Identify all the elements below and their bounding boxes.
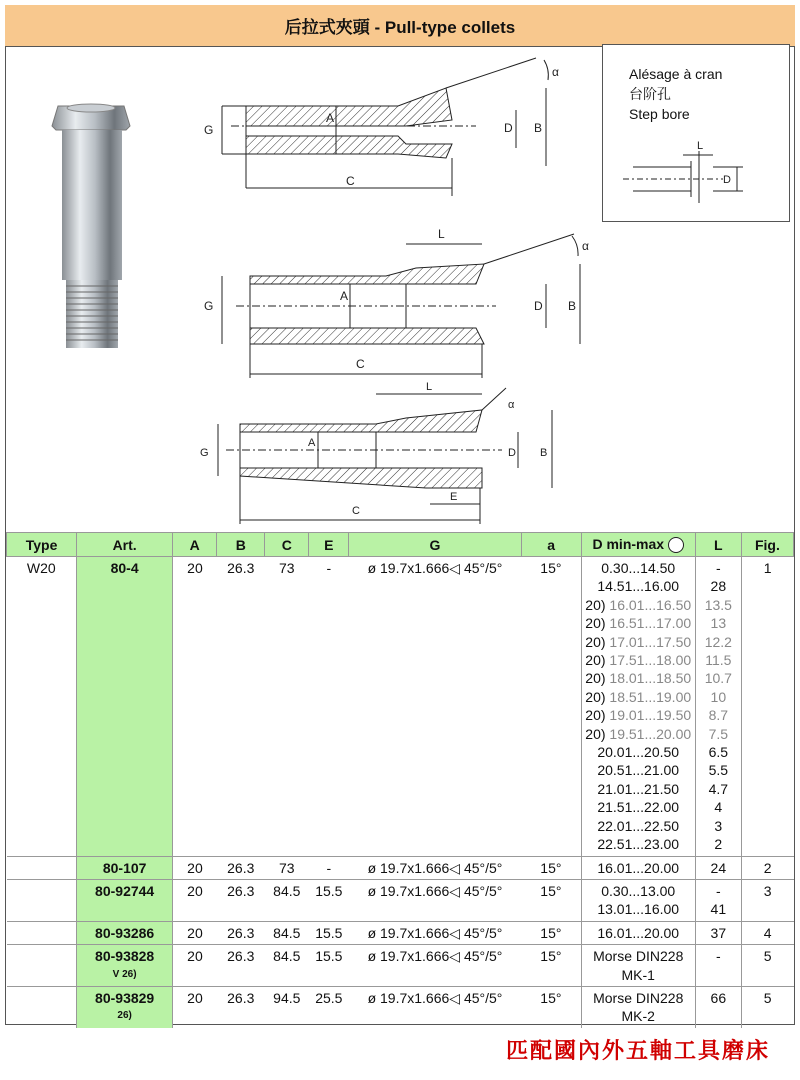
col-D-label: D min-max [592, 535, 665, 552]
footnote-ref: 20) [585, 707, 610, 724]
table-row [7, 945, 794, 987]
l-value: 11.5 [705, 652, 732, 669]
cell-a: 15° [521, 921, 581, 944]
fig2-label-L: L [438, 227, 445, 241]
type-cell-empty [7, 856, 77, 879]
cell-a: 15° [521, 986, 581, 1027]
fig1-label-C: C [346, 174, 355, 188]
cell-a: 15° [521, 945, 581, 987]
d-range-value: Morse DIN228 [593, 948, 684, 965]
col-D [581, 533, 695, 557]
cell-C: 84.5 [265, 921, 309, 944]
cell-fig: 5 [741, 986, 793, 1027]
d-range-value: 16.01...20.00 [597, 859, 680, 876]
art-cell: 80-4 [77, 557, 173, 857]
d-range-value: 20.51...21.00 [597, 762, 680, 779]
d-range-value: MK-2 [621, 1008, 655, 1025]
table-row [7, 921, 794, 944]
d-range-value: 20) 18.01...18.50 [585, 670, 692, 687]
cell-E: 15.5 [309, 945, 349, 987]
step-bore-label-fr: Alésage à cran [629, 66, 723, 82]
cell-B: 26.3 [217, 986, 265, 1027]
l-value: 12.2 [704, 633, 732, 650]
table-row [7, 856, 794, 879]
cell-B: 26.3 [227, 560, 255, 576]
cell-D-ranges [581, 921, 695, 944]
cell-D-ranges [581, 945, 695, 987]
cell-C: 73 [279, 560, 295, 576]
l-value: 24 [710, 859, 727, 876]
cell-E: - [326, 560, 332, 576]
d-range-value: MK-1 [621, 966, 655, 983]
cell-E: 15.5 [309, 879, 349, 921]
l-value: 2 [714, 836, 723, 853]
footnote-ref: 20) [585, 596, 610, 613]
d-range-value: 21.01...21.50 [597, 780, 680, 797]
art-number: 80-93829 [95, 989, 155, 1006]
d-range-value: 16.01...20.00 [597, 924, 680, 941]
d-range-value: Morse DIN228 [593, 989, 684, 1006]
cell-D-ranges [581, 557, 695, 857]
cell-G: ø 19.7x1.666◁ 45°/5° [349, 879, 521, 921]
cell-B: 26.3 [217, 921, 265, 944]
cell-a: 15° [521, 856, 581, 879]
l-value: - [715, 948, 721, 965]
footnote-ref: 20) [585, 652, 610, 669]
fig1-label-D: D [504, 121, 513, 135]
fig3-label-alpha: α [508, 399, 515, 411]
cell-L-values [695, 945, 741, 987]
spec-table [6, 532, 794, 1028]
cell-A: 20 [173, 945, 217, 987]
l-value: 4 [714, 799, 723, 816]
col-A: A [173, 533, 217, 557]
l-value: 5.5 [708, 762, 729, 779]
fig2-label-B: B [568, 299, 577, 313]
cell-D-ranges [581, 986, 695, 1027]
cell-G: ø 19.7x1.666◁ 45°/5° [367, 560, 503, 576]
l-value: 13.5 [704, 596, 732, 613]
fig3-label-C: C [352, 505, 360, 517]
table-row [7, 557, 794, 857]
step-bore-label-en: Step bore [629, 106, 690, 122]
type-cell-empty [7, 921, 77, 944]
footnote-ref: 20) [585, 670, 610, 687]
l-value: 13 [710, 615, 727, 632]
fig1-label-G: G [204, 123, 214, 137]
d-range-value: 20) 17.01...17.50 [585, 633, 692, 650]
step-bore-diagram [603, 131, 791, 221]
page-title: 后拉式夾頭 - Pull-type collets [5, 5, 795, 47]
cell-G: ø 19.7x1.666◁ 45°/5° [349, 986, 521, 1027]
d-range-value: 20) 16.51...17.00 [585, 615, 692, 632]
art-footnote: V 26) [112, 968, 137, 980]
fig1-label-alpha: α [552, 65, 559, 79]
art-cell [77, 986, 173, 1027]
l-value: 6.5 [708, 744, 729, 761]
l-value [698, 966, 739, 984]
table-row [7, 986, 794, 1027]
step-bore-L: L [697, 140, 704, 152]
l-value: 28 [710, 578, 727, 595]
fig2-label-C: C [356, 357, 365, 371]
l-value: 66 [710, 989, 727, 1006]
step-bore-D: D [723, 174, 731, 186]
col-art: Art. [77, 533, 173, 557]
footnote-ref: 20) [585, 725, 610, 742]
l-value: 10.7 [704, 670, 732, 687]
col-B: B [217, 533, 265, 557]
fig3-label-E: E [450, 491, 458, 503]
l-value: 41 [710, 901, 727, 918]
l-value: - [715, 882, 721, 899]
fig3-label-L: L [426, 381, 433, 393]
cell-L-values [695, 879, 741, 921]
d-range-value: 20) 17.51...18.00 [585, 652, 692, 669]
footnote-ref: 20) [585, 615, 610, 632]
step-bore-label-cn: 台阶孔 [629, 86, 671, 102]
cell-A: 20 [173, 879, 217, 921]
fig3-label-D: D [508, 447, 516, 459]
cell-fig: 3 [741, 879, 793, 921]
cell-fig: 5 [741, 945, 793, 987]
art-cell: 80-93286 [77, 921, 173, 944]
art-footnote: 26) [117, 1010, 132, 1022]
cell-L-values [695, 921, 741, 944]
l-value: 3 [714, 817, 723, 834]
cell-C: 84.5 [265, 945, 309, 987]
cell-B: 26.3 [217, 879, 265, 921]
collet-photo [52, 104, 130, 348]
col-fig: Fig. [741, 533, 793, 557]
step-bore-box [602, 44, 790, 222]
art-number: 80-93828 [95, 948, 155, 965]
d-range-value: 13.01...16.00 [597, 901, 680, 918]
fig3-label-G: G [200, 447, 209, 459]
cell-E: - [309, 856, 349, 879]
cell-G: ø 19.7x1.666◁ 45°/5° [349, 945, 521, 987]
cell-D-ranges [581, 856, 695, 879]
col-G: G [349, 533, 521, 557]
type-cell-empty [7, 879, 77, 921]
cell-A: 20 [173, 986, 217, 1027]
cell-B: 26.3 [217, 856, 265, 879]
cell-G: ø 19.7x1.666◁ 45°/5° [349, 921, 521, 944]
d-range-value: 22.01...22.50 [597, 817, 680, 834]
cell-G: ø 19.7x1.666◁ 45°/5° [349, 856, 521, 879]
fig2-label-D: D [534, 299, 543, 313]
d-range-value: 20.01...20.50 [597, 744, 680, 761]
type-cell-empty [7, 945, 77, 987]
figure-1-drawing [222, 58, 548, 196]
cell-E: 15.5 [309, 921, 349, 944]
d-range-value: 14.51...16.00 [597, 578, 680, 595]
cell-fig: 2 [741, 856, 793, 879]
cell-E: 25.5 [309, 986, 349, 1027]
cell-L-values [695, 856, 741, 879]
cell-L-values [695, 986, 741, 1027]
l-value: 7.5 [708, 725, 729, 742]
footnote-ref: 20) [585, 688, 610, 705]
l-value: 37 [710, 924, 727, 941]
col-type: Type [7, 533, 77, 557]
col-L: L [695, 533, 741, 557]
footnote-ref: 20) [585, 633, 610, 650]
art-cell: 80-92744 [77, 879, 173, 921]
footer-note: 匹配國內外五軸工具磨床 [505, 1038, 770, 1063]
table-row [7, 879, 794, 921]
d-range-value: 20) 19.01...19.50 [585, 707, 692, 724]
art-cell [77, 945, 173, 987]
fig2-label-G: G [204, 299, 214, 313]
fig2-label-alpha: α [582, 239, 589, 253]
fig1-label-B: B [534, 121, 543, 135]
cell-A: 20 [173, 921, 217, 944]
l-value: 8.7 [708, 707, 729, 724]
fig3-label-B: B [540, 447, 548, 459]
cell-a: 15° [521, 879, 581, 921]
cell-L-values [695, 557, 741, 857]
cell-D-ranges [581, 879, 695, 921]
l-value: 4.7 [708, 780, 729, 797]
d-range-value: 20) 19.51...20.00 [585, 725, 692, 742]
l-value [698, 1007, 739, 1025]
table-header-row [7, 533, 794, 557]
cell-a: 15° [540, 560, 562, 576]
fig1-label-A: A [326, 111, 335, 125]
l-value: 10 [710, 688, 727, 705]
type-cell: W20 [26, 560, 56, 576]
cell-C: 84.5 [265, 879, 309, 921]
art-cell: 80-107 [77, 856, 173, 879]
figure-2-drawing [222, 234, 580, 378]
l-value: - [715, 560, 721, 576]
cell-A: 20 [187, 560, 203, 576]
fig2-label-A: A [340, 289, 349, 303]
type-cell-empty [7, 986, 77, 1027]
d-range-value: 20) 16.01...16.50 [585, 596, 692, 613]
diameter-circle-icon [668, 537, 684, 553]
d-range-value: 21.51...22.00 [597, 799, 680, 816]
cell-C: 73 [265, 856, 309, 879]
fig3-label-A: A [308, 437, 316, 449]
cell-fig: 4 [741, 921, 793, 944]
figure-3-drawing [218, 388, 552, 524]
cell-A: 20 [173, 856, 217, 879]
col-E: E [309, 533, 349, 557]
cell-B: 26.3 [217, 945, 265, 987]
d-range-value: 0.30...13.00 [601, 882, 676, 899]
col-a: a [521, 533, 581, 557]
cell-fig: 1 [741, 557, 793, 857]
d-range-value: 0.30...14.50 [601, 560, 676, 576]
col-C: C [265, 533, 309, 557]
d-range-value: 20) 18.51...19.00 [585, 688, 692, 705]
d-range-value: 22.51...23.00 [597, 836, 680, 853]
cell-C: 94.5 [265, 986, 309, 1027]
